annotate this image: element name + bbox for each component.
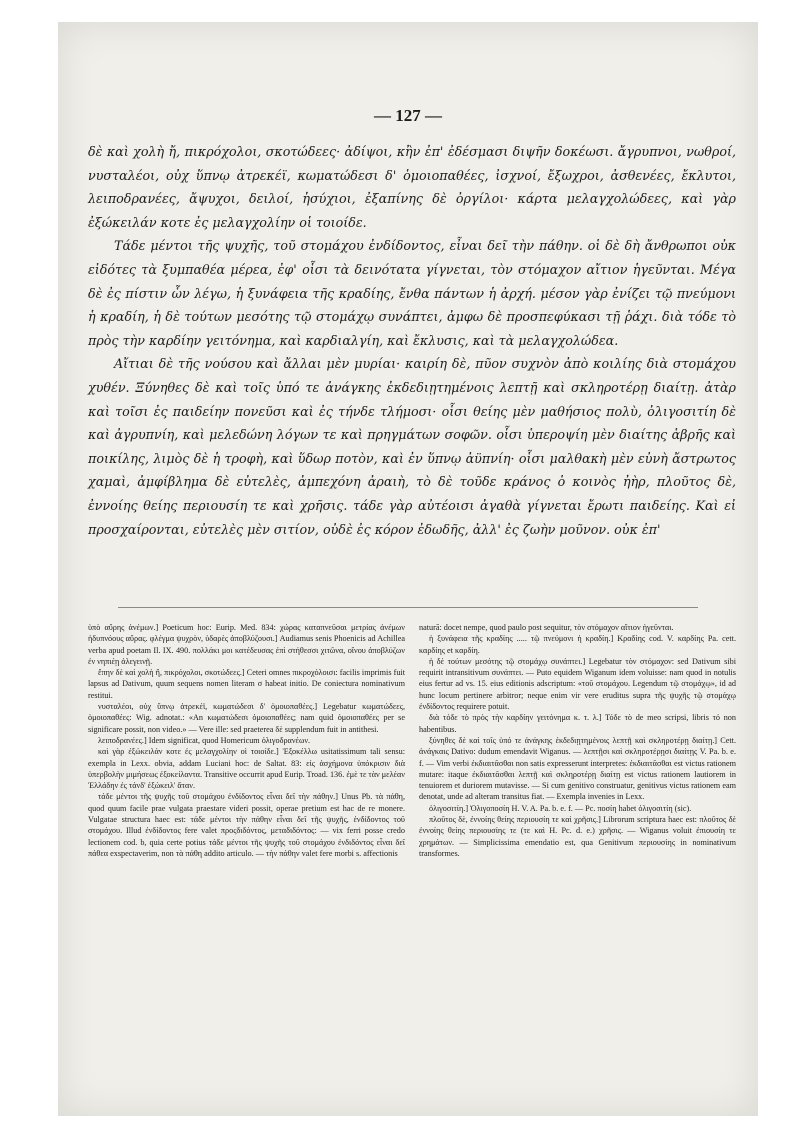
footnote: καὶ γὰρ ἐξώκειλάν κοτε ἐς μελαγχολίην οἱ τοιοίδε.] Ἐξοκέλλω usitatissimum tali sensu: exempla in Lexx. obvia, addam Luciani hoc: de Saltat. 83: εἰς ἀσχήμονα ὑπόκρισιν διὰ ὑπερβολὴν μιμήσεως ἐξοκείλαντα. Transitive occurrit apud Eurip. Troad. 136. ἐμὲ τε τὰν μελέαν Ἑλλάδην ἐς τάνδ' ἐξώκειλ' ἄταν.	[88, 747, 405, 791]
footnote: λειποδρανέες.] Idem significat, quod Homericum ὀλιγοδρανέων.	[98, 735, 311, 745]
footnote-column-right	[419, 622, 736, 859]
footnote-divider	[118, 607, 698, 608]
main-text-block	[88, 140, 736, 541]
book-page	[58, 22, 758, 1116]
footnote: ξύνηθες δὲ καὶ τοῖς ὑπό τε ἀνάγκης ἐκδεδιῃτημένοις λεπτῇ καὶ σκληροτέρῃ διαίτῃ.] Cett. ἀνάγκαις Dativo: dudum emendavit Wiganus. — λεπτῇσι καὶ σκληροτέρῃσι διαίτῃς V. Pa. b. e. f. — Vim verbi ἐκδιαιτᾶσθαι non satis expresserunt interpretes: ἐκδιαιτᾶσθαι est victus rationem mutare: itaque ἐκδιαιτᾶσθαι λεπτῇ καὶ σκληροτέρῃ διαίτῃ est victus rationem lautiorem in tenuiorem et duriorem mutavisse. — Si cum genitivo construatur, genitivus victus rationem eam denotat, unde ad alteram transitus fiat. — Exempla invenies in Lexx.	[419, 735, 736, 802]
main-paragraph: Αἴτιαι δὲ τῆς νούσου καὶ ἄλλαι μὲν μυρίαι· καιρίη δὲ, πῦον συχνὸν ἀπὸ κοιλίης διὰ στομάχου χυθέν. Ξύνηθες δὲ καὶ τοῖς ὑπό τε ἀνάγκης ἐκδεδιῃτημένοις λεπτῇ καὶ σκληροτέρῃ διαίτῃ. ἀτὰρ καὶ τοῖσι ἐς παιδείην πονεῦσι καὶ ἐς τήνδε τλήμοσι· οἷσι θείης μὲν μαθήσιος πολὺ, ὀλιγοσιτίη δὲ καὶ ἀγρυπνίη, καὶ μελεδώνη λόγων τε καὶ πρηγμάτων σοφῶν. οἷσι ὑπεροψίη μὲν διαίτης ἁβρῆς καὶ ποικίλης, λιμὸς δὲ ἡ τροφὴ, καὶ ὕδωρ ποτὸν, καὶ ἐν ὕπνῳ ἀϋπνίη· οἷσι μαλθακὴ μὲν εὐνὴ ἄστρωτος χαμαὶ, ἀμφίβλημα δὲ εὐτελὲς, ἀμπεχόνη ἀραιὴ, τὸ δὲ τοῦδε κράνος ὁ κοινὸς ἠὴρ, πλοῦτος δὲ, ἐννοίης θείης περιουσίη τε καὶ χρῆσις. τάδε γὰρ αὐτέοισι ἀγαθὰ γίγνεται ἔρωτι παιδείης. Καὶ εἰ προσχαίρονται, εὐτελὲς μὲν σιτίον, οὐδὲ ἐς κόρον ἐδωδῆς, ἀλλ' ἐς ζωὴν μοῦνον. οὐκ ἐπ'	[88, 356, 736, 537]
footnote: πλοῦτος δὲ, ἐννοίης θείης περιουσίη τε καὶ χρῆσις.] Librorum scriptura haec est: πλοῦτος δὲ ἐννοίης θείης περιουσίης τε (τε καὶ H. Pc. d. e.) χρῆσις. — Wiganus voluit ἐπιουσίη τε χρημάτων. — Simplicissima emendatio est, qua Genitivum περιουσίης in nominativum transformes.	[419, 815, 736, 858]
footnote: νυσταλέοι, οὐχ ὕπνῳ ἀτρεκέϊ, κωματώδεσι δ' ὁμοιοπαθέες.] Legebatur κωματώδεες, ὁμοιοπαθέες: Wig. adnotat.: «An κωματώδεσι ὁμοιοπαθέες; nam quid ὁμοιοπαθέες per se significare possit, non video.» — Vere ille: sed praeterea δὲ supplendum fuit in antithesi.	[88, 702, 405, 734]
footnote: ἡ ξυνάφεια τῆς κραδίης ..... τῷ πνεύμονι ἡ κραδίη.] Κραδίης cod. V. καρδίης Pa. cett. καρδίης et καρδίη.	[419, 634, 736, 655]
footnote: τάδε μέντοι τῆς ψυχῆς τοῦ στομάχου ἐνδίδοντος εἶναι δεῖ τὴν πάθην.] Unus Pb. τὰ πάθη, quod quum facile prae vulgata praestare videri possit, operae pretium est hac de re monere. Vulgatae structura haec est: τάδε μέντοι τὴν πάθην εἶναι δεῖ τῆς ψυχῆς, ἐνδίδοντος τοῦ στομάχου. Illud ἐνδίδοντος fere valet προςδιδόντος, μεταδιδόντος: — vix ferri posse credo lectionem cod. b, quia certe potius τάδε μέντοι τῆς ψυχῆς τοῦ στομάχου ἐνδιδόντος εἶναι δεῖ πάθεα exspectaverim, non τὰ πάθη addito articulo. — τὴν πάθην valet fere morbi s. affectionis	[88, 792, 405, 858]
footnote: ὀλιγοσιτίη.] Ὀλιγοποσίη H. V. A. Pa. b. e. f. — Pc. ποσίη habet ὀλιγοσιτίη (sic).	[429, 803, 692, 813]
main-paragraph: Τάδε μέντοι τῆς ψυχῆς, τοῦ στομάχου ἐνδίδοντος, εἶναι δεῖ τὴν πάθην. οἱ δὲ δὴ ἄνθρωποι οὐκ εἰδότες τὰ ξυμπαθέα μέρεα, ἐφ' οἷσι τὰ δεινότατα γίγνεται, τὸν στόμαχον αἴτιον ἡγεῦνται. Μέγα δὲ ἐς πίστιν ὧν λέγω, ἡ ξυνάφεια τῆς κραδίης, ἔνθα πάντων ἡ ἀρχή. μέσον γὰρ ἐνίζει τῷ πνεύμονι ἡ κραδίη, ἡ δὲ τούτων μεσότης τῷ στομάχῳ συνάπτει, ἀμφω δὲ προσπεφύκασι τῇ ῥάχι. διὰ τόδε τὸ πρὸς τὴν καρδίην γειτόνημα, καὶ καρδιαλγίη, καὶ ἔκλυσις, καὶ τὰ μελαγχολώδεα.	[88, 238, 736, 348]
footnote: διὰ τόδε τὸ πρὸς τὴν καρδίην γειτόνημα κ. τ. λ.] Τόδε τὸ de meo scripsi, libris τό non habentibus.	[419, 713, 736, 734]
footnote: ἡ δὲ τούτων μεσότης τῷ στομάχῳ συνάπτει.] Legebatur τὸν στόμαχον: sed Dativum sibi requirit intransitivum συνάπτει. — Puto equidem Wiganum idem voluisse: nam quod in notulis eius fertur ad vs. 15. eius editionis adscriptum: «τοῦ στομάχου. Legendum τῷ στομάχῳ», id ad hunc locum pertinere arbitror; neque enim vir vere eruditus supra τῆς ψυχῆς τῷ στομάχῳ ἐνδίδοντος requirere potuit.	[419, 656, 736, 712]
footnote: ὑπὸ αὔρης ἀνέμων.] Poeticum hoc: Eurip. Med. 834: χώρας καταπνεῦσαι μετρίας ἀνέμων ἡδυπνόους αὔρας. φλέγμα ψυχρὸν, ὑδαρὲς ἀποβλύζουσι.] Audiamus senis Phoenicis ad Achillea verba apud poetam Il. IX. 490. πολλάκι μοι κατέδευσας ἐπὶ στήθεσσι χιτῶνα, οἴνου ἀποβλύζων ἐν νηπιέῃ ἀλεγεινῇ.	[88, 623, 405, 666]
footnote: naturā: docet nempe, quod paulo post sequitur, τὸν στόμαχον αἴτιον ἡγεῦνται.	[419, 623, 674, 632]
footnote: ἔπην δὲ καὶ χολὴ ἤ, πικρόχολοι, σκοτώδεες.] Ceteri omnes πικροχόλοισι: facilis imprimis fuit lapsus ad Dativum, quum sequens nomen literam σ habeat initio. De coniectura nominativum restitui.	[88, 668, 405, 700]
footnotes	[88, 622, 736, 859]
footnote-column-left	[88, 622, 405, 859]
page-number: — 127 —	[374, 106, 442, 125]
main-paragraph: δὲ καὶ χολὴ ἤ, πικρόχολοι, σκοτώδεες· ἀδίψοι, κἢν ἐπ' ἐδέσμασι διψῆν δοκέωσι. ἄγρυπνοι, νωθροί, νυσταλέοι, οὐχ ὕπνῳ ἀτρεκέϊ, κωματώδεσι δ' ὁμοιοπαθέες, ἰσχνοί, ἔξωχροι, ἀσθενέες, ἔκλυτοι, λειποδρανέες, ἄψυχοι, δειλοί, ἡσύχιοι, ἐξαπίνης δὲ ὀργίλοι· κάρτα μελαγχολώδεες, καὶ γὰρ ἐξώκειλάν κοτε ἐς μελαγχολίην οἱ τοιοίδε.	[88, 144, 736, 230]
